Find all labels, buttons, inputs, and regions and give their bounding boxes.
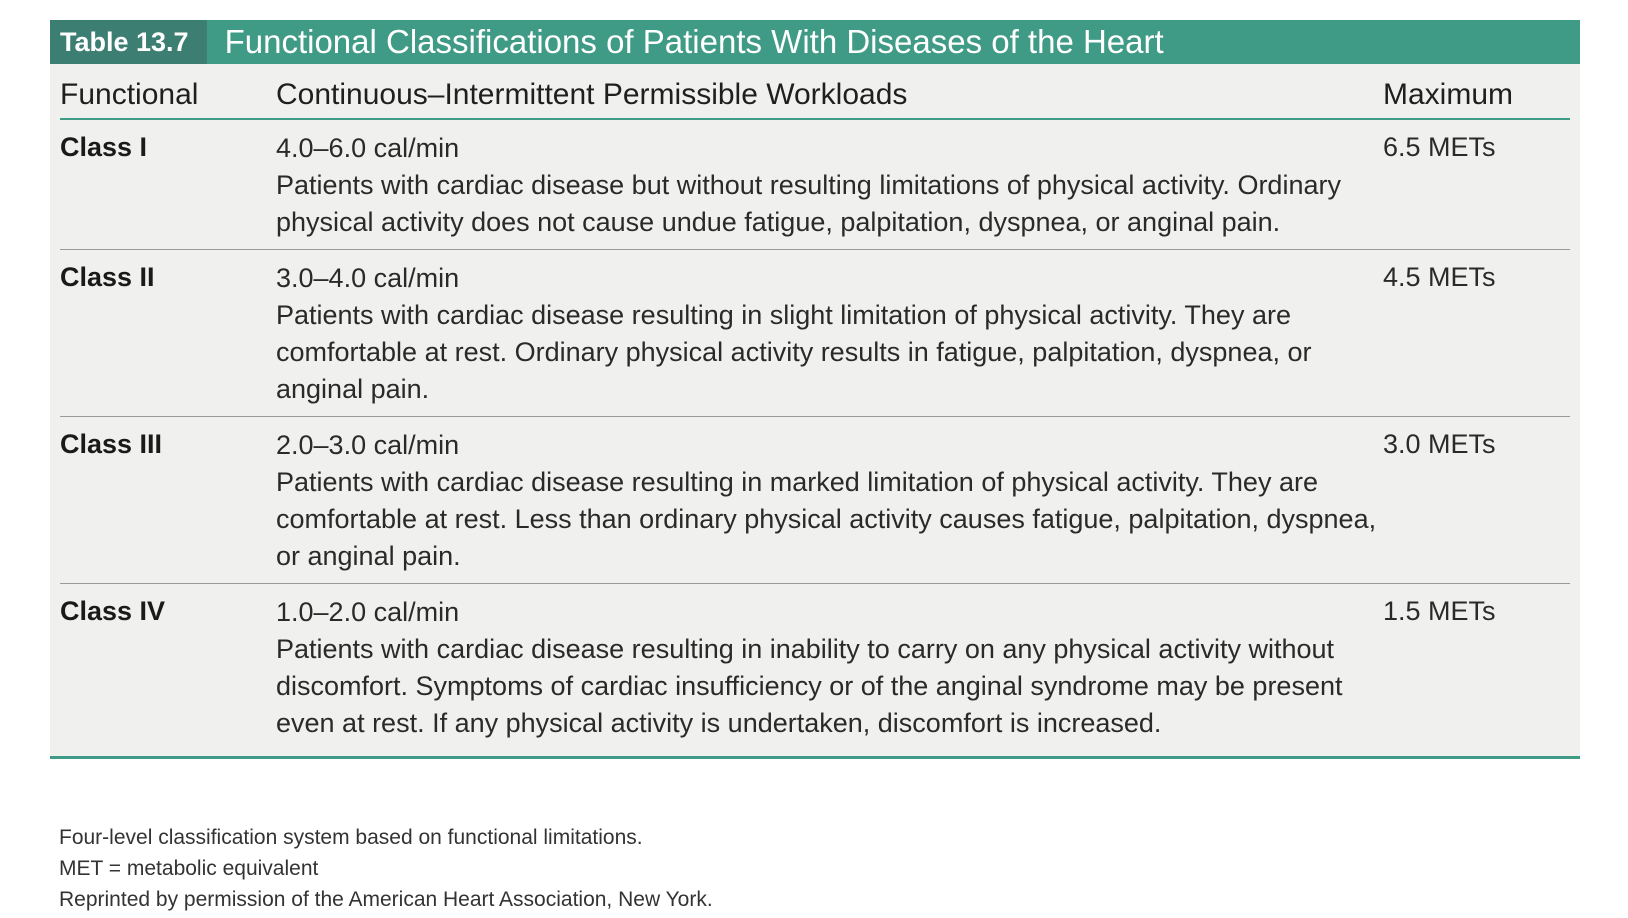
column-header-workloads: Continuous–Intermittent Permissible Workloads (276, 78, 908, 111)
maximum-value: 1.5 METs (1383, 596, 1496, 626)
table-row (60, 416, 1570, 583)
workload-value: 1.0–2.0 cal/min (276, 597, 460, 627)
maximum-value: 3.0 METs (1383, 429, 1496, 459)
column-header-functional: Functional (60, 78, 199, 111)
classification-table (50, 20, 1580, 759)
workload-cell (276, 130, 1383, 241)
class-description: Patients with cardiac disease resulting in marked limitation of physical activity. They are comfortable at rest. Less than ordinary physical activity causes fatigue, palpitation, dyspnea, or anginal pain. (276, 467, 1377, 571)
workload-cell (276, 594, 1383, 742)
class-label: Class II (60, 262, 155, 292)
class-label: Class IV (60, 596, 166, 626)
workload-value: 2.0–3.0 cal/min (276, 430, 460, 460)
table-row (60, 120, 1570, 249)
footnote: MET = metabolic equivalent (59, 857, 319, 880)
table-number-label: Table 13.7 (50, 20, 207, 64)
table-row (60, 249, 1570, 416)
maximum-value: 4.5 METs (1383, 262, 1496, 292)
table-body (50, 64, 1580, 759)
workload-cell (276, 427, 1383, 575)
maximum-value: 6.5 METs (1383, 132, 1496, 162)
workload-value: 4.0–6.0 cal/min (276, 133, 460, 163)
footnote: Four-level classification system based on functional limitations. (59, 826, 643, 849)
table-header-row (60, 64, 1570, 120)
table-title-bar (50, 20, 1580, 64)
class-label: Class I (60, 132, 148, 162)
workload-value: 3.0–4.0 cal/min (276, 263, 460, 293)
class-description: Patients with cardiac disease resulting in inability to carry on any physical activity without discomfort. Symptoms of cardiac insufficiency or of the anginal syndrome may be present even at rest. If any physical activity is undertaken, discomfort is increased. (276, 634, 1343, 738)
column-header-maximum: Maximum (1383, 78, 1514, 111)
class-description: Patients with cardiac disease resulting in slight limitation of physical activity. They are comfortable at rest. Ordinary physical activity results in fatigue, palpitation, dyspnea, or anginal pain. (276, 300, 1312, 404)
class-description: Patients with cardiac disease but without resulting limitations of physical activity. Ordinary physical activity does not cause undue fatigue, palpitation, dyspnea, or anginal pain. (276, 170, 1341, 237)
table-row (60, 583, 1570, 750)
workload-cell (276, 260, 1383, 408)
footnote: Reprinted by permission of the American Heart Association, New York. (59, 888, 713, 911)
class-label: Class III (60, 429, 163, 459)
table-footnotes (59, 822, 713, 915)
table-title: Functional Classifications of Patients With Diseases of the Heart (224, 23, 1164, 60)
